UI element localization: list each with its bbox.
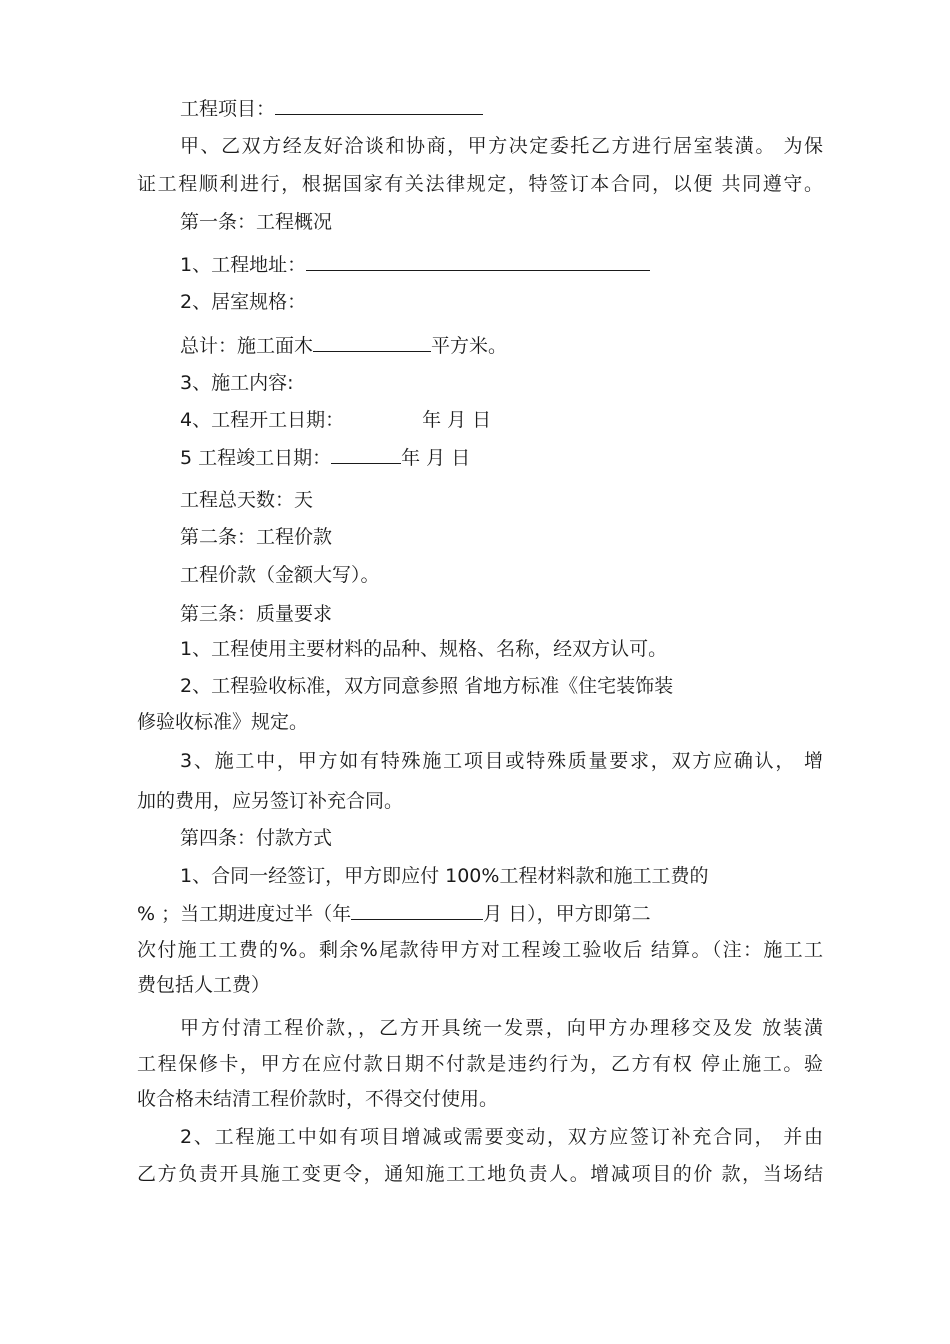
area-prefix: 总计：施工面木 [180, 335, 314, 357]
payment-item-1-line-4: 费包括人工费） [137, 974, 271, 996]
article-4-title: 第四条：付款方式 [180, 827, 333, 849]
quality-item-3-line-1: 3、施工中，甲方如有特殊施工项目或特殊质量要求，双方应确认， 增 [180, 750, 823, 772]
change-item-2-line-2: 乙方负责开具施工变更令，通知施工工地负责人。增减项目的价 款，当场结 [137, 1163, 823, 1185]
quality-item-3-line-2: 加的费用，应另签订补充合同。 [137, 790, 404, 812]
project-blank [275, 96, 483, 115]
room-spec-label: 2、居室规格： [180, 291, 307, 313]
start-date-label: 4、工程开工日期： [180, 409, 345, 431]
quality-item-2-line-2: 修验收标准》规定。 [137, 711, 309, 733]
start-date-line [180, 408, 491, 432]
total-days-line: 工程总天数：天 [180, 489, 314, 511]
area-blank [313, 333, 431, 352]
payment-midway-blank [351, 901, 483, 920]
payment-item-1-line-2 [137, 901, 651, 925]
payment-settle-line-3: 收合格未结清工程价款时，不得交付使用。 [137, 1088, 499, 1110]
article-3-title: 第三条：质量要求 [180, 603, 333, 625]
end-date-ymd: 年 月 日 [401, 447, 471, 469]
payment-settle-line-1: 甲方付清工程价款，，乙方开具统一发票，向甲方办理移交及发 放装潢 [180, 1017, 823, 1039]
address-label: 1、工程地址： [180, 254, 307, 276]
address-line [180, 252, 650, 276]
payment-settle-line-2: 工程保修卡，甲方在应付款日期不付款是违约行为，乙方有权 停止施工。验 [137, 1053, 823, 1075]
area-line [180, 333, 507, 357]
project-line [180, 96, 483, 120]
intro-line-1: 甲、乙双方经友好洽谈和协商，甲方决定委托乙方进行居室装潢。 为保 [180, 135, 823, 157]
article-1-title: 第一条：工程概况 [180, 211, 333, 233]
article-2-title: 第二条：工程价款 [180, 526, 333, 548]
end-date-label: 5 工程竣工日期： [180, 447, 332, 469]
price-line: 工程价款（金额大写）。 [180, 564, 380, 586]
work-content-label: 3、施工内容: [180, 372, 294, 394]
quality-item-2-line-1: 2、工程验收标准，双方同意参照 省地方标准《住宅装饰装 [180, 675, 674, 697]
quality-item-1: 1、工程使用主要材料的品种、规格、名称，经双方认可。 [180, 638, 668, 660]
payment-item-1-line-1: 1、合同一经签订，甲方即应付 100%工程材料款和施工工费的 [180, 865, 709, 887]
payment-midway-suffix: 月 日），甲方即第二 [483, 903, 651, 925]
area-suffix: 平方米。 [431, 335, 508, 357]
end-date-blank [331, 445, 401, 464]
intro-line-2: 证工程顺利进行，根据国家有关法律规定，特签订本合同，以便 共同遵守。 [137, 173, 823, 195]
end-date-line [180, 445, 470, 469]
payment-item-1-line-3: 次付施工工费的%。剩余%尾款待甲方对工程竣工验收后 结算。（注：施工工 [137, 939, 823, 961]
project-label: 工程项目： [180, 98, 276, 120]
change-item-2-line-1: 2、工程施工中如有项目增减或需要变动，双方应签订补充合同， 并由 [180, 1126, 823, 1148]
payment-midway-prefix: % ；当工期进度过半（年 [137, 903, 352, 925]
start-date-ymd: 年 月 日 [422, 409, 492, 431]
address-blank [306, 252, 650, 271]
